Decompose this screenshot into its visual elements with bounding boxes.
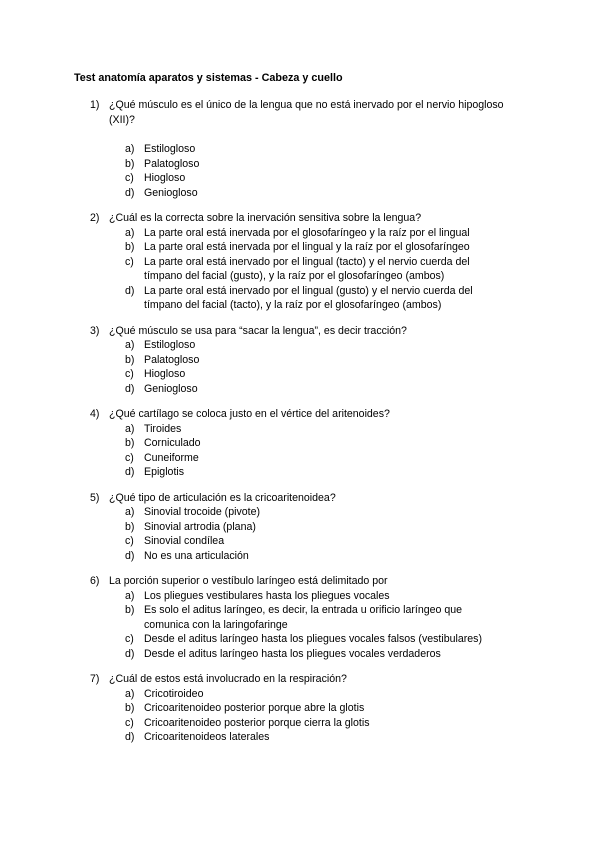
- option-letter: a): [125, 506, 135, 518]
- question-number: 7): [90, 673, 100, 685]
- option-item: [0, 436, 600, 451]
- question-text: ¿Qué cartílago se coloca justo en el vértice del aritenoides?: [109, 408, 390, 420]
- option-letter: b): [125, 702, 135, 714]
- option-text: La parte oral está inervado por el lingual (gusto) y el nervio cuerda del tímpano del facial (tacto), y la raíz por el glosofaríngeo (ambos): [144, 284, 473, 311]
- document-title: Test anatomía aparatos y sistemas - Cabeza y cuello: [74, 72, 343, 84]
- option-list: [0, 142, 600, 200]
- option-item: [0, 338, 600, 353]
- option-letter: b): [125, 241, 135, 253]
- option-item: [0, 422, 600, 437]
- question-7: [0, 672, 600, 745]
- option-item: [0, 284, 600, 313]
- option-text: Es solo el aditus laríngeo, es decir, la entrada u orificio laríngeo que comunica con la laringofaringe: [144, 604, 463, 631]
- option-letter: a): [125, 226, 135, 239]
- option-letter: b): [125, 520, 135, 533]
- option-letter: a): [125, 143, 135, 155]
- option-text: Corniculado: [144, 437, 201, 449]
- question-text: ¿Cuál es la correcta sobre la inervación sensitiva sobre la lengua?: [109, 212, 422, 224]
- option-text: Palatogloso: [144, 353, 200, 366]
- option-letter: c): [125, 172, 134, 184]
- option-list: [0, 226, 600, 313]
- option-item: [0, 142, 600, 157]
- question-text: La porción superior o vestíbulo laríngeo está delimitado por: [109, 575, 388, 587]
- option-item: [0, 730, 600, 745]
- option-letter: c): [125, 535, 134, 547]
- question-number: 4): [90, 408, 100, 420]
- option-item: [0, 687, 600, 702]
- option-item: [0, 603, 600, 632]
- option-letter: b): [125, 353, 135, 366]
- option-letter: a): [125, 589, 135, 602]
- question-text: ¿Qué músculo es el único de la lengua que no está inervado por el nervio hipogloso (XII)?: [109, 99, 504, 126]
- question-6: [0, 574, 600, 661]
- option-item: [0, 171, 600, 186]
- option-letter: a): [125, 422, 135, 435]
- question-number: 6): [90, 575, 100, 587]
- option-letter: d): [125, 466, 135, 478]
- option-text: Sinovial artrodia (plana): [144, 520, 256, 533]
- option-item: [0, 186, 600, 201]
- option-item: [0, 589, 600, 604]
- option-text: Cricoaritenoideo posterior porque cierra la glotis: [144, 716, 370, 729]
- question-text: ¿Qué músculo se usa para “sacar la lengua”, es decir tracción?: [109, 324, 407, 337]
- question-number: 1): [90, 99, 100, 111]
- option-item: [0, 520, 600, 535]
- option-text: Cricoaritenoideos laterales: [144, 731, 270, 743]
- question-3: [0, 324, 600, 397]
- option-letter: c): [125, 716, 134, 729]
- option-item: [0, 255, 600, 284]
- option-text: Cricoaritenoideo posterior porque abre la glotis: [144, 702, 365, 714]
- option-list: [0, 422, 600, 480]
- option-letter: d): [125, 731, 135, 743]
- option-letter: a): [125, 339, 135, 351]
- option-item: [0, 505, 600, 520]
- option-text: Hiogloso: [144, 368, 186, 380]
- option-item: [0, 465, 600, 480]
- option-item: [0, 382, 600, 397]
- question-text: ¿Qué tipo de articulación es la cricoaritenoidea?: [109, 491, 336, 504]
- option-text: No es una articulación: [144, 549, 249, 562]
- option-letter: a): [125, 687, 135, 700]
- option-letter: b): [125, 437, 135, 449]
- option-item: [0, 716, 600, 731]
- option-item: [0, 549, 600, 564]
- question-4: [0, 407, 600, 480]
- option-letter: d): [125, 284, 135, 297]
- option-item: [0, 226, 600, 241]
- question-2: [0, 211, 600, 313]
- option-letter: b): [125, 604, 135, 616]
- option-list: [0, 687, 600, 745]
- option-item: [0, 353, 600, 368]
- option-list: [0, 338, 600, 396]
- question-1: [0, 98, 600, 200]
- option-item: [0, 451, 600, 466]
- option-text: Estilogloso: [144, 143, 196, 155]
- option-text: Tiroides: [144, 422, 182, 435]
- option-letter: d): [125, 549, 135, 562]
- option-item: [0, 632, 600, 647]
- option-letter: c): [125, 633, 134, 645]
- option-text: Desde el aditus laríngeo hasta los pliegues vocales verdaderos: [144, 647, 441, 660]
- option-text: La parte oral está inervado por el lingual (tacto) y el nervio cuerda del tímpano del facial (gusto), y la raíz por el glosofaríngeo (ambos): [144, 255, 470, 282]
- option-text: Hiogloso: [144, 172, 186, 184]
- option-item: [0, 157, 600, 172]
- option-letter: c): [125, 368, 134, 380]
- option-text: Cricotiroideo: [144, 687, 204, 700]
- option-text: Los pliegues vestibulares hasta los pliegues vocales: [144, 589, 390, 602]
- question-list: [0, 98, 600, 756]
- option-letter: d): [125, 186, 135, 199]
- option-list: [0, 505, 600, 563]
- option-text: La parte oral está inervada por el lingual y la raíz por el glosofaríngeo: [144, 241, 470, 253]
- option-text: Desde el aditus laríngeo hasta los pliegues vocales falsos (vestibulares): [144, 633, 483, 645]
- question-text: ¿Cuál de estos está involucrado en la respiración?: [109, 673, 347, 685]
- option-letter: c): [125, 451, 134, 464]
- option-letter: d): [125, 647, 135, 660]
- option-text: Sinovial condílea: [144, 535, 225, 547]
- question-number: 5): [90, 491, 100, 504]
- option-item: [0, 240, 600, 255]
- option-text: Geniogloso: [144, 186, 198, 199]
- option-item: [0, 534, 600, 549]
- question-number: 3): [90, 324, 100, 337]
- option-list: [0, 589, 600, 662]
- option-item: [0, 647, 600, 662]
- option-letter: c): [125, 255, 134, 268]
- option-letter: b): [125, 157, 135, 170]
- option-text: Palatogloso: [144, 157, 200, 170]
- option-text: Epiglotis: [144, 466, 185, 478]
- question-5: [0, 491, 600, 564]
- option-text: Estilogloso: [144, 339, 196, 351]
- option-letter: d): [125, 382, 135, 395]
- option-text: Sinovial trocoide (pivote): [144, 506, 260, 518]
- option-text: Cuneiforme: [144, 451, 199, 464]
- option-item: [0, 367, 600, 382]
- question-number: 2): [90, 212, 100, 224]
- option-item: [0, 701, 600, 716]
- option-text: La parte oral está inervada por el glosofaríngeo y la raíz por el lingual: [144, 226, 470, 239]
- option-text: Geniogloso: [144, 382, 198, 395]
